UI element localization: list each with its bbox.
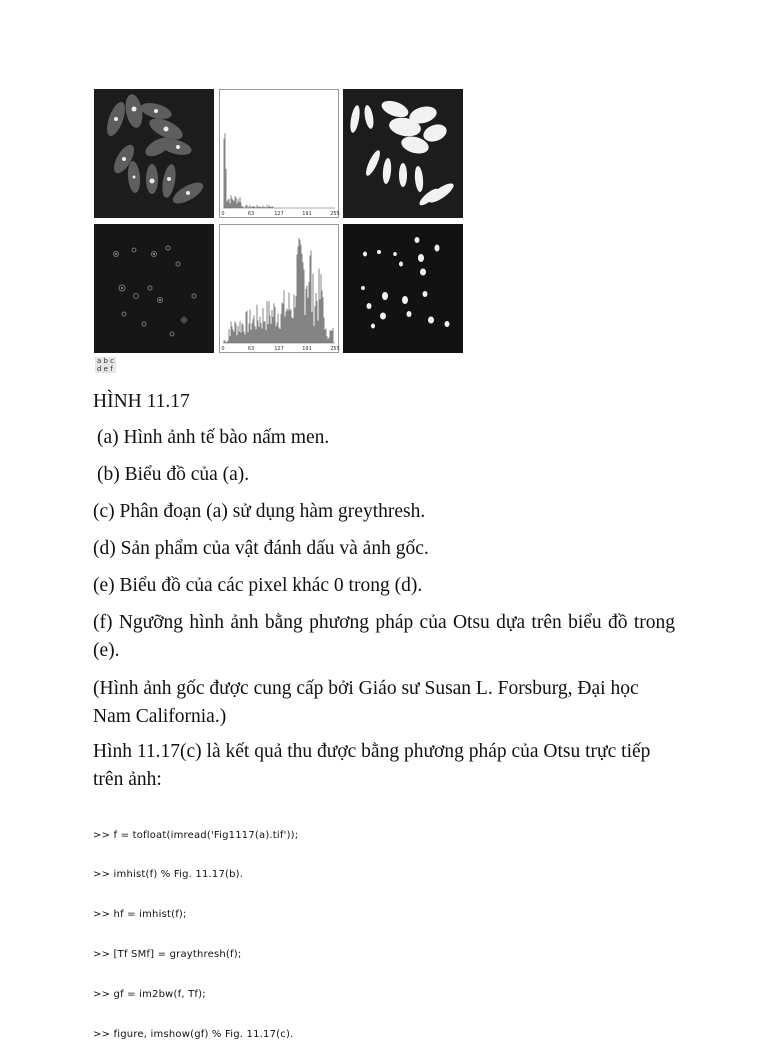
caption-credit: (Hình ảnh gốc được cung cấp bởi Giáo sư Susan L. Forsburg, Đại học Nam California.): [93, 678, 639, 727]
body-paragraph: Hình 11.17(c) là kết quả thu được bằng phương pháp của Otsu trực tiếp trên ảnh:: [93, 741, 651, 790]
caption-line-e: (e) Biểu đồ của các pixel khác 0 trong (d).: [93, 575, 423, 596]
code-line: >> hf = imhist(f);: [93, 909, 187, 921]
legend-row-2: d e f: [97, 365, 113, 373]
hist-b-tick-label: 0: [221, 211, 225, 217]
panel-e-histogram-nonzero-pixels: [219, 224, 339, 353]
hist-e-tick-label: 127: [274, 346, 284, 352]
caption-line-b: (b) Biểu đồ của (a).: [97, 464, 250, 485]
caption-line-f: (f) Ngưỡng hình ảnh bằng phương pháp của Otsu dựa trên biểu đồ trong (e).: [93, 612, 675, 661]
code-line: >> f = tofloat(imread('Fig1117(a).tif'));: [93, 829, 299, 841]
hist-e-tick-label: 63: [247, 346, 255, 352]
matlab-code-block: [93, 802, 398, 1055]
caption-line-d: (d) Sản phẩm của vật đánh dấu và ảnh gốc.: [93, 538, 429, 559]
panel-a-yeast-cells-image: [94, 89, 214, 218]
code-line: >> gf = im2bw(f, Tf);: [93, 989, 206, 1001]
caption-line-c: (c) Phân đoạn (a) sử dụng hàm greythresh.: [93, 501, 426, 522]
hist-e-tick-label: 0: [221, 346, 225, 352]
panel-b-histogram: [219, 89, 339, 218]
panel-d-marker-product-image: [94, 224, 214, 353]
panel-c-greythresh-segmentation: [343, 89, 463, 218]
hist-b-tick-label: 63: [247, 211, 255, 217]
subfigure-legend: [95, 357, 116, 373]
legend-row-1: a b c: [97, 357, 115, 365]
hist-b-tick-label: 127: [274, 211, 284, 217]
panel-f-otsu-threshold-image: [343, 224, 463, 353]
hist-b-tick-label: 191: [302, 211, 312, 217]
code-line: >> imhist(f) % Fig. 11.17(b).: [93, 869, 244, 881]
caption-line-a: (a) Hình ảnh tế bào nấm men.: [97, 427, 330, 448]
code-line: >> figure, imshow(gf) % Fig. 11.17(c).: [93, 1029, 294, 1041]
hist-e-tick-label: 255: [330, 346, 340, 352]
caption-title: HÌNH 11.17: [93, 391, 190, 412]
code-line: >> [Tf SMf] = graythresh(f);: [93, 949, 242, 961]
hist-e-tick-label: 191: [302, 346, 312, 352]
figure-11-17: [94, 89, 464, 355]
hist-b-tick-label: 255: [330, 211, 340, 217]
